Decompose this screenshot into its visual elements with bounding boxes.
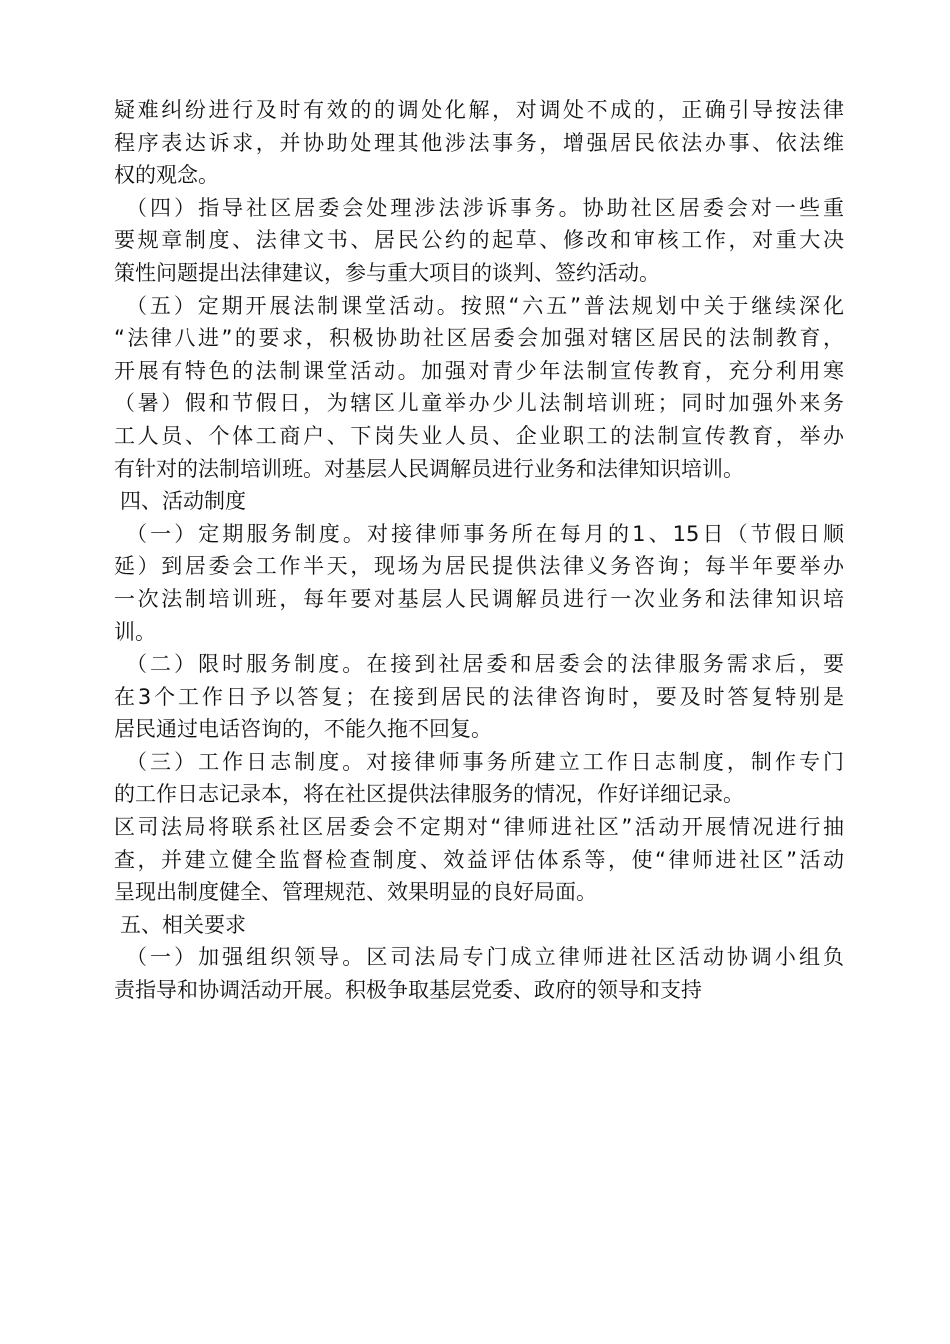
text-line: 有针对的法制培训班。对基层人民调解员进行业务和法律知识培训。: [114, 456, 744, 481]
text-line: 区司法局将联系社区居委会不定期对“律师进社区”活动开展情况进行抽: [114, 815, 844, 840]
paragraph-intro-continued: [114, 94, 844, 192]
text-line: 责指导和协调活动开展。积极争取基层党委、政府的领导和支持: [114, 978, 702, 1003]
text-line: （暑）假和节假日，为辖区儿童举办少儿法制培训班；同时加强外来务: [114, 391, 844, 416]
text-line: 居民通过电话咨询的，不能久拖不回复。: [114, 717, 492, 742]
paragraph-requirement-1: [114, 941, 844, 1006]
text-line: （三）工作日志制度。对接律师事务所建立工作日志制度，制作专门: [126, 749, 844, 774]
text-line: （二）限时服务制度。在接到社居委和居委会的法律服务需求后，要: [126, 652, 844, 677]
text-line: 在3个工作日予以答复；在接到居民的法律咨询时，要及时答复特别是: [114, 684, 844, 709]
paragraph-item-5: [114, 290, 844, 486]
text-line: 工人员、个体工商户、下岗失业人员、企业职工的法制宣传教育，举办: [114, 423, 844, 448]
heading-text: 五、相关要求: [120, 912, 246, 937]
text-line: “法律八进”的要求，积极协助社区居委会加强对辖区居民的法制教育，: [114, 326, 844, 351]
text-line: 训。: [114, 619, 156, 644]
text-line: 一次法制培训班，每年要对基层人民调解员进行一次业务和法律知识培: [114, 586, 844, 611]
text-line: 权的观念。: [114, 163, 219, 188]
paragraph-item-4: [114, 192, 844, 290]
text-line: （五）定期开展法制课堂活动。按照“六五”普法规划中关于继续深化: [126, 293, 844, 318]
section-heading-activity-rules: [114, 485, 844, 518]
text-line: 的工作日志记录本，将在社区提供法律服务的情况，作好详细记录。: [114, 782, 744, 807]
text-line: 程序表达诉求，并协助处理其他涉法事务，增强居民依法办事、依法维: [114, 130, 844, 155]
paragraph-rule-1: [114, 518, 844, 648]
text-line: 呈现出制度健全、管理规范、效果明显的良好局面。: [114, 880, 597, 905]
text-line: （一）定期服务制度。对接律师事务所在每月的1、15日（节假日顺: [126, 521, 844, 546]
text-line: 查，并建立健全监督检查制度、效益评估体系等，使“律师进社区”活动: [114, 847, 844, 872]
text-line: （一）加强组织领导。区司法局专门成立律师进社区活动协调小组负: [126, 945, 844, 970]
paragraph-rule-2: [114, 648, 844, 746]
heading-text: 四、活动制度: [120, 489, 246, 514]
text-line: 策性问题提出法律建议，参与重大项目的谈判、签约活动。: [114, 260, 660, 285]
text-line: （四）指导社区居委会处理涉法涉诉事务。协助社区居委会对一些重: [126, 195, 844, 220]
paragraph-rule-3: [114, 746, 844, 909]
section-heading-requirements: [114, 909, 844, 942]
text-line: 开展有特色的法制课堂活动。加强对青少年法制宣传教育，充分利用寒: [114, 358, 844, 383]
text-line: 延）到居委会工作半天，现场为居民提供法律义务咨询；每半年要举办: [114, 554, 844, 579]
text-line: 疑难纠纷进行及时有效的的调处化解，对调处不成的，正确引导按法律: [114, 98, 844, 122]
document-body: [114, 94, 844, 1007]
text-line: 要规章制度、法律文书、居民公约的起草、修改和审核工作，对重大决: [114, 228, 844, 253]
